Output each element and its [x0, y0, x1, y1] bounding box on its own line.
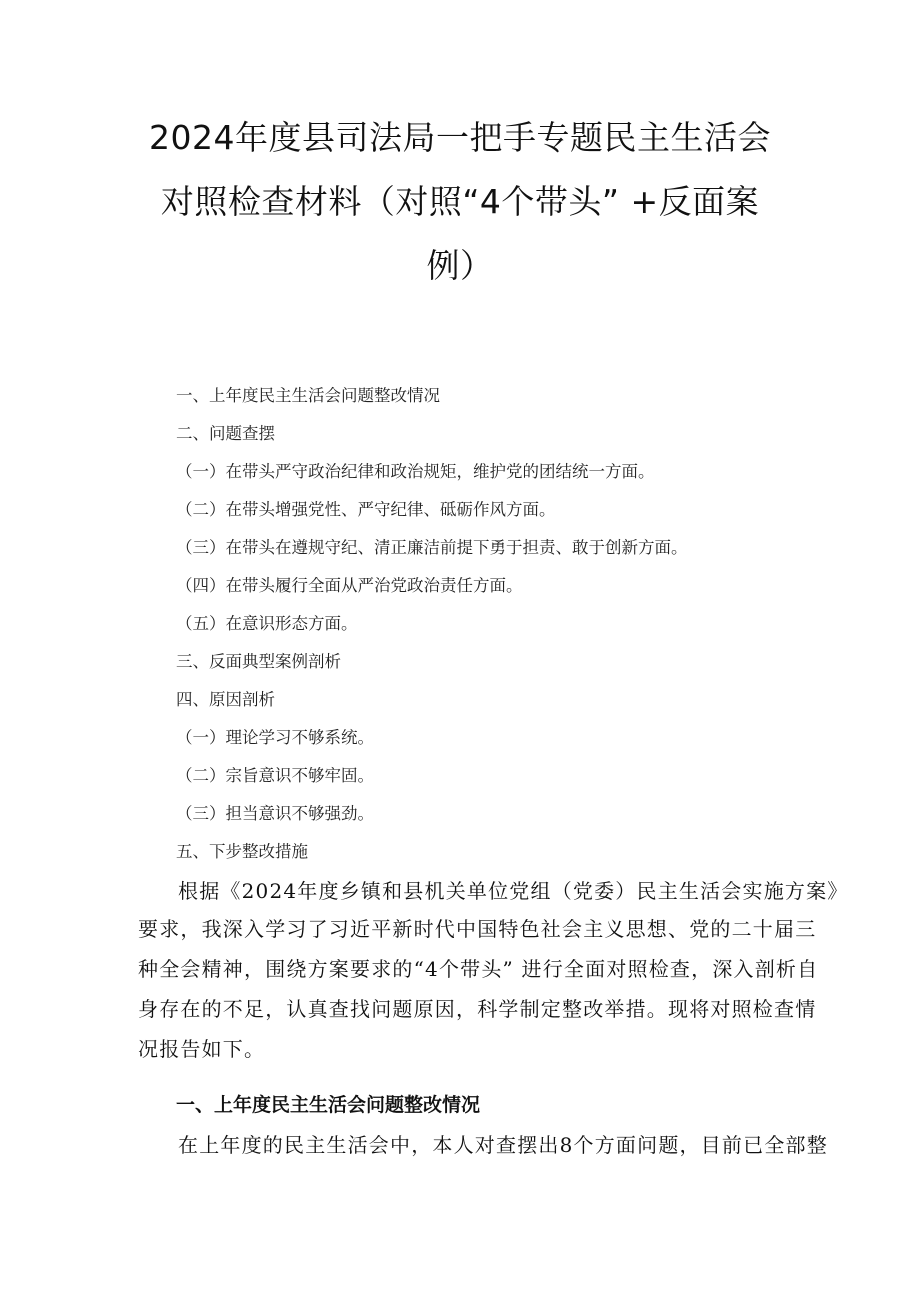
outline-item: 四、原因剖析	[176, 690, 275, 709]
title-line-3: 例）	[426, 246, 494, 285]
outline-item: （四）在带头履行全面从严治党政治责任方面。	[176, 576, 523, 595]
section-paragraph-line: 在上年度的民主生活会中，本人对查摆出8个方面问题，目前已全部整	[178, 1133, 828, 1157]
outline-item: 二、问题查摆	[176, 424, 275, 443]
title-line-2: 对照检查材料（对照“4个带头” +反面案	[160, 182, 760, 221]
intro-paragraph-line: 种全会精神，围绕方案要求的“4个带头” 进行全面对照检查，深入剖析自	[138, 957, 819, 981]
outline-item: （三）担当意识不够强劲。	[176, 804, 374, 823]
outline-item: （三）在带头在遵规守纪、清正廉洁前提下勇于担责、敢于创新方面。	[176, 538, 688, 557]
outline-item: 一、上年度民主生活会问题整改情况	[176, 386, 440, 405]
outline-item: （一）理论学习不够系统。	[176, 728, 374, 747]
intro-paragraph-line: 况报告如下。	[138, 1037, 266, 1061]
title-line-1: 2024年度县司法局一把手专题民主生活会	[149, 118, 771, 157]
outline-item: 五、下步整改措施	[176, 842, 308, 861]
outline-item: （二）宗旨意识不够牢固。	[176, 766, 374, 785]
outline-item: （二）在带头增强党性、严守纪律、砥砺作风方面。	[176, 500, 556, 519]
section-heading: 一、上年度民主生活会问题整改情况	[176, 1094, 481, 1116]
outline-item: （五）在意识形态方面。	[176, 614, 358, 633]
intro-paragraph-line: 要求，我深入学习了习近平新时代中国特色社会主义思想、党的二十届三	[138, 917, 817, 941]
outline-item: （一）在带头严守政治纪律和政治规矩，维护党的团结统一方面。	[176, 462, 655, 481]
intro-paragraph-line: 根据《2024年度乡镇和县机关单位党组（党委）民主生活会实施方案》	[178, 879, 849, 903]
intro-paragraph-line: 身存在的不足，认真查找问题原因，科学制定整改举措。现将对照检查情	[138, 997, 817, 1021]
outline-item: 三、反面典型案例剖析	[176, 652, 341, 671]
